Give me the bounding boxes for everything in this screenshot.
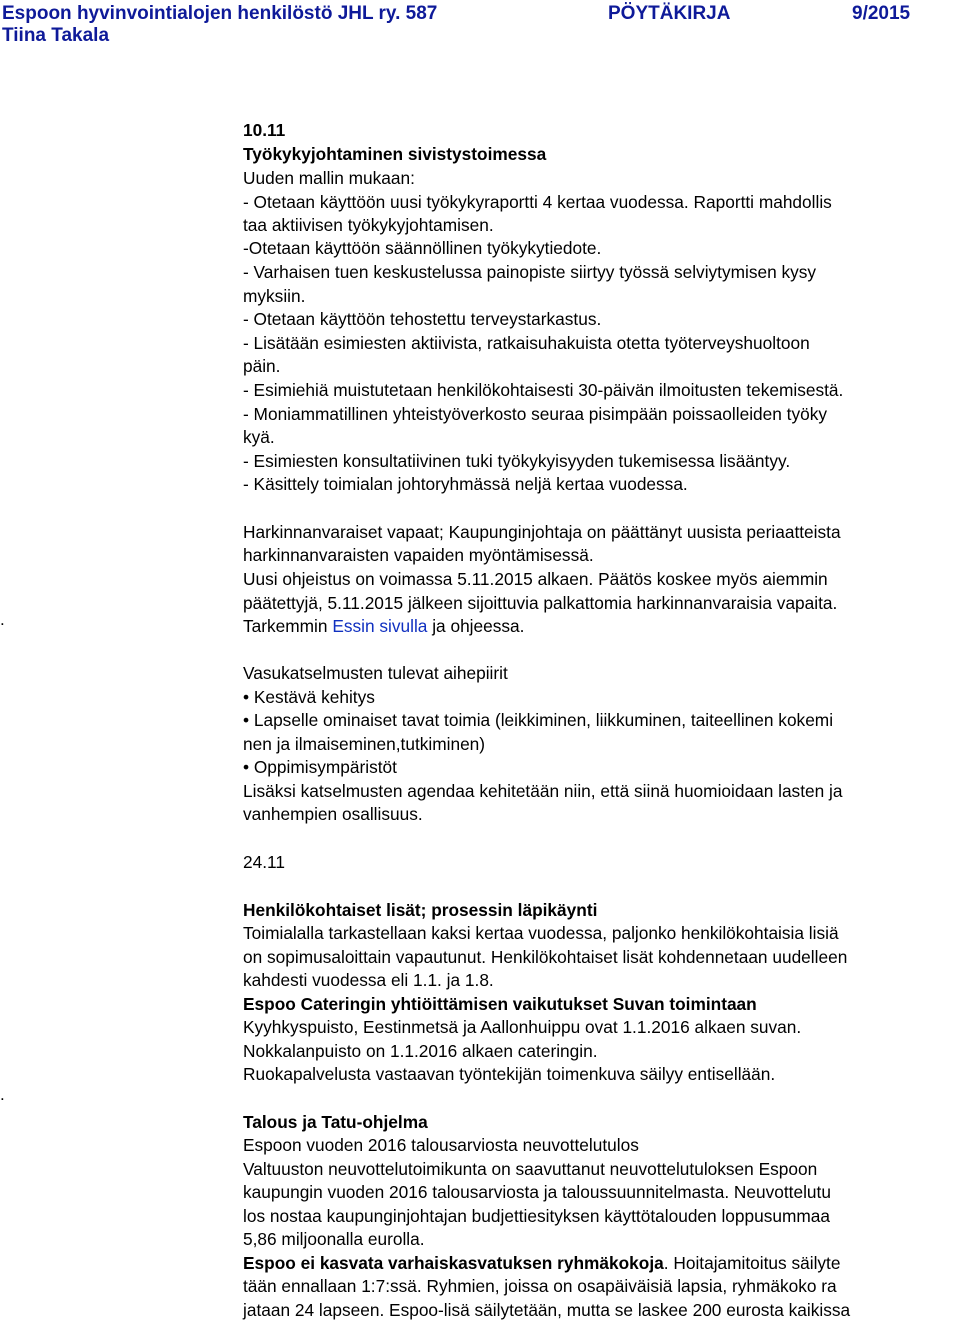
text-line-with-link — [243, 616, 524, 637]
text-line: päätettyjä, 5.11.2015 jälkeen sijoittuvia palkattomia harkinnanvaraisia vapaita. — [243, 593, 838, 613]
text-line: myksiin. — [243, 286, 306, 306]
text-segment: . Hoitajamitoitus säilyte — [663, 1253, 841, 1273]
margin-dot: . — [0, 1085, 5, 1104]
text-line: on sopimusaloittain vapautunut. Henkilökohtaiset lisät kohdennetaan uudelleen — [243, 947, 848, 967]
document-number: 9/2015 — [852, 3, 911, 24]
text-line: Kyyhkyspuisto, Eestinmetsä ja Aallonhuippu ovat 1.1.2016 alkaen suvan. — [243, 1017, 802, 1037]
text-line: - Lisätään esimiesten aktiivista, ratkaisuhakuista otetta työterveyshuoltoon — [243, 333, 810, 353]
section-heading: Henkilökohtaiset lisät; prosessin läpikäynti — [243, 900, 598, 920]
bullet-item: • Oppimisympäristöt — [243, 757, 397, 777]
text-line: kaupungin vuoden 2016 talousarviosta ja taloussuunnitelmasta. Neuvottelutu — [243, 1182, 831, 1202]
section-heading: Talous ja Tatu-ohjelma — [243, 1112, 428, 1132]
text-line: Lisäksi katselmusten agendaa kehitetään niin, että siinä huomioidaan lasten ja — [243, 781, 843, 801]
text-line: 5,86 miljoonalla eurolla. — [243, 1229, 425, 1249]
margin-dot: . — [0, 610, 5, 629]
text-line: Vasukatselmusten tulevat aihepiirit — [243, 663, 508, 683]
text-line: Harkinnanvaraiset vapaat; Kaupunginjohtaja on päättänyt uusista periaatteista — [243, 522, 841, 542]
text-line: Espoon vuoden 2016 talousarviosta neuvottelutulos — [243, 1135, 639, 1155]
org-name: Espoon hyvinvointialojen henkilöstö JHL ry. 587 — [2, 3, 438, 24]
text-line: Nokkalanpuisto on 1.1.2016 alkaen cateringin. — [243, 1041, 598, 1061]
author-name: Tiina Takala — [2, 25, 110, 46]
text-line: Ruokapalvelusta vastaavan työntekijän toimenkuva säilyy entisellään. — [243, 1064, 776, 1084]
bullet-item: • Lapselle ominaiset tavat toimia (leikkiminen, liikkuminen, taiteellinen kokemi — [243, 710, 834, 730]
section-heading: Espoo Cateringin yhtiöittämisen vaikutukset Suvan toimintaan — [243, 994, 757, 1014]
document-type: PÖYTÄKIRJA — [608, 3, 731, 24]
text-line-with-bold — [243, 1253, 840, 1274]
text-segment: Tarkemmin — [243, 616, 333, 636]
bullet-item: • Kestävä kehitys — [243, 687, 375, 707]
text-line: - Esimiesten konsultatiivinen tuki työkykyisyyden tukemisessa lisääntyy. — [243, 451, 791, 471]
section-date: 24.11 — [243, 852, 285, 872]
text-line: - Käsittely toimialan johtoryhmässä neljä kertaa vuodessa. — [243, 474, 688, 494]
text-line: harkinnanvaraisten vapaiden myöntämisessä. — [243, 545, 594, 565]
text-line: nen ja ilmaiseminen,tutkiminen) — [243, 734, 486, 754]
text-line: - Otetaan käyttöön uusi työkykyraportti 4 kertaa vuodessa. Raportti mahdollis — [243, 192, 832, 212]
text-line: päin. — [243, 356, 281, 376]
page-header — [0, 0, 960, 50]
text-line: -Otetaan käyttöön säännöllinen työkykytiedote. — [243, 238, 602, 258]
text-line: - Otetaan käyttöön tehostettu terveystarkastus. — [243, 309, 602, 329]
text-line: Toimialalla tarkastellaan kaksi kertaa vuodessa, paljonko henkilökohtaisia lisiä — [243, 923, 839, 943]
text-line: tään ennallaan 1:7:ssä. Ryhmien, joissa on osapäiväisiä lapsia, ryhmäkoko ra — [243, 1276, 837, 1296]
bold-heading-inline: Espoo ei kasvata varhaiskasvatuksen ryhmäkokoja — [243, 1253, 664, 1273]
text-line: Valtuuston neuvottelutoimikunta on saavuttanut neuvottelutuloksen Espoon — [243, 1159, 818, 1179]
text-line: taa aktiivisen työkykyjohtamisen. — [243, 215, 494, 235]
text-line: kyä. — [243, 427, 275, 447]
text-line: Uuden mallin mukaan: — [243, 168, 415, 188]
section-date: 10.11 — [243, 120, 286, 140]
text-line: - Varhaisen tuen keskustelussa painopiste siirtyy työssä selviytymisen kysy — [243, 262, 817, 282]
text-line: Uusi ohjeistus on voimassa 5.11.2015 alkaen. Päätös koskee myös aiemmin — [243, 569, 828, 589]
text-line: - Esimiehiä muistutetaan henkilökohtaisesti 30-päivän ilmoitusten tekemisestä. — [243, 380, 844, 400]
text-line: jataan 24 lapseen. Espoo-lisä säilytetään, mutta se laskee 200 eurosta kaikissa — [243, 1300, 851, 1320]
text-line: - Moniammatillinen yhteistyöverkosto seuraa pisimpään poissaolleiden työky — [243, 404, 828, 424]
text-line: los nostaa kaupunginjohtajan budjettiesityksen käyttötalouden loppusummaa — [243, 1206, 830, 1226]
essi-page-link[interactable]: Essin sivulla — [332, 616, 428, 636]
section-heading: Työkykyjohtaminen sivistystoimessa — [243, 144, 547, 164]
text-line: vanhempien osallisuus. — [243, 804, 423, 824]
text-line: kahdesti vuodessa eli 1.1. ja 1.8. — [243, 970, 494, 990]
text-segment: ja ohjeessa. — [427, 616, 525, 636]
